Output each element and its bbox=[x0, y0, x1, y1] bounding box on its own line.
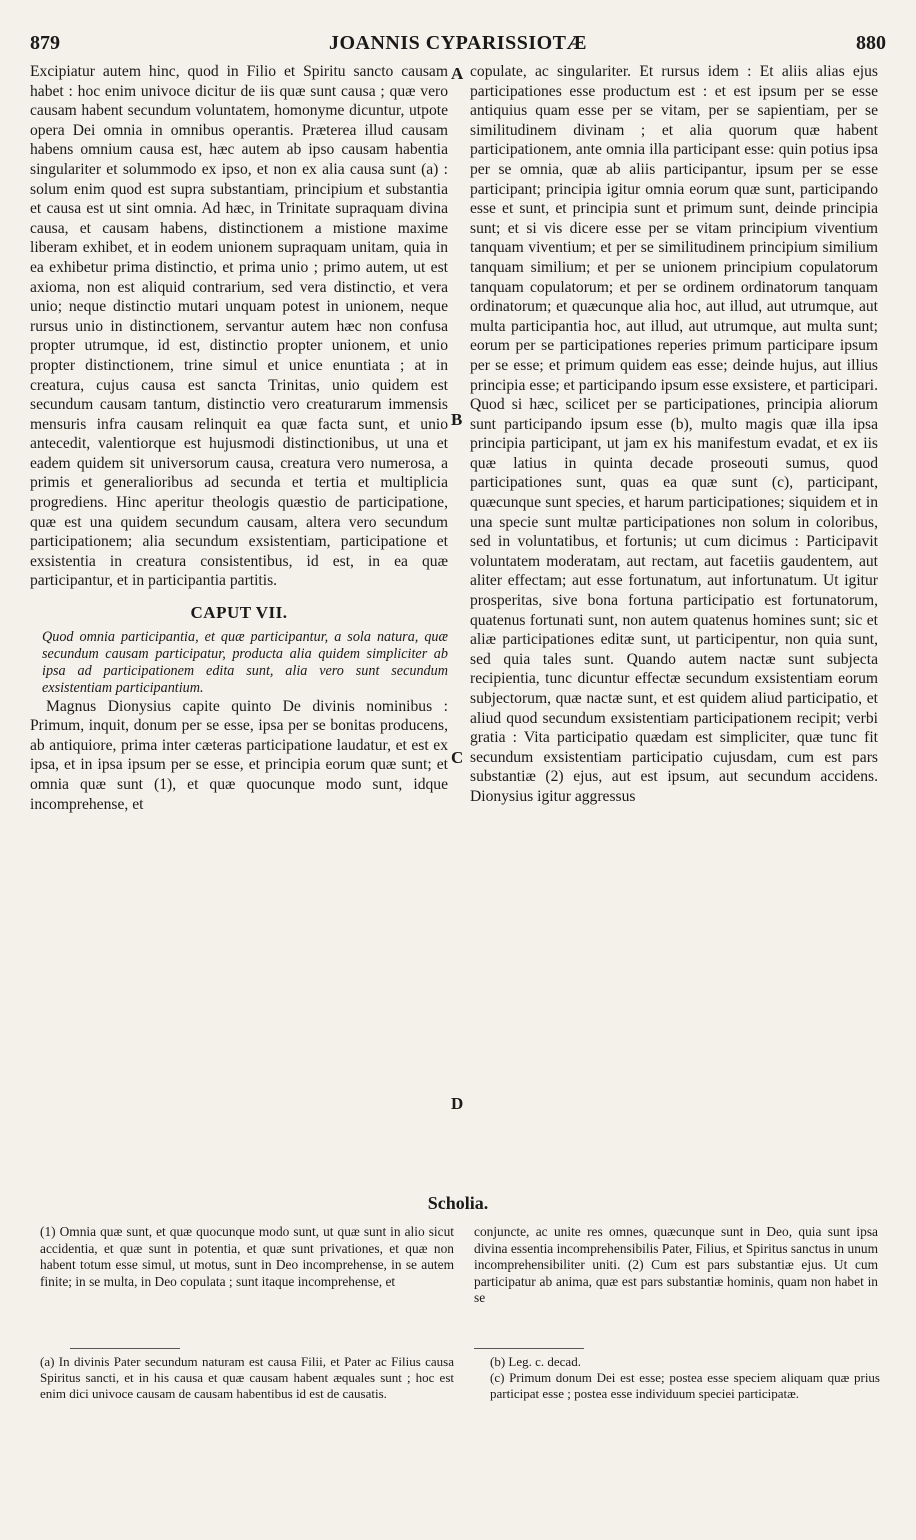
page-number-right: 880 bbox=[856, 32, 886, 54]
body-paragraph: Excipiatur autem hinc, quod in Filio et Spiritu sancto causam habet : hoc enim univoce dicitur de iis quæ sunt causa ; quæ vero causam habent secundum voluntatem, homonyme dicuntur, utpote opera Dei omnia in omnibus operantis. Præterea illud causam habens omnium causa est, hæc autem ab ipso causam habentia singulariter et solummodo ex ipso, et non ex alia causa sunt (a) : solum enim quod est supra substantiam, principium et substantia et causa est ut sint omnia. Ad hæc, in Trinitate supraquam divina causa, et causam habens, distinctionem a mistione maxime liberam exhibet, et in eodem unionem supraquam unitam, quia in ea exhibetur prima distinctio, et prima unio ; primo autem, ut est axioma, non est aliquid contrarium, sed vera distinctio, et vera unio; neque distinctio mutari unquam potest in unionem, neque rursus unio in distinctionem, servantur autem hæc non confusa propter utrumque, id est, distinctio propter unionem, et unio propter distinctionem, trine simul et unice enuntiata ; at in creatura, cujus causa est sancta Trinitas, unio quidem est secundum causam tantum, distinctio vero creaturarum immensis mensuris infra causam relinquit ea quæ facta sunt, et unio antecedit, valentiorque est hujusmodi distinctionibus, ut una et eadem quidem sit universorum causa, creatura vero numerosa, a primis et generalioribus ad secunda et tertia et multiplicia progrediens. Hinc aperitur theologis quæstio de participatione, quæ est una quidem secundum causam, altera vero secundum participationem; alia secundum exsistentiam, participatione et exsistentia in creatura consistentibus, id est, in ea quæ participantur, et in participantia partitis. bbox=[30, 63, 448, 590]
page-number-left: 879 bbox=[30, 32, 60, 54]
margin-letter-c: C bbox=[451, 748, 464, 767]
scholia-left bbox=[40, 1224, 454, 1290]
margin-letter-d: D bbox=[451, 1094, 464, 1113]
footnotes-right bbox=[490, 1354, 880, 1402]
left-column bbox=[30, 62, 448, 814]
body-paragraph: copulate, ac singulariter. Et rursus idem : Et aliis alias ejus participationes esse productum est : et est ipsum per se esse antiquius quam esse per se vitam, per se sapientiam, per se similitudinem divinam ; et alia quorum quæ habent participationem, ante omnia illa participant esse: quin potius ipsa per se omnia, quæ ab aliis participantur, ipsum per se esse participant; principia igitur omnia eorum quæ sunt, participando esse et sunt, et principia sunt et primum sunt, deinde principia sunt; et si vis dicere esse per se vitam principium viventium tanquam viventium; et per se similitudinem principium similium tanquam similium; et per se unionem principium copulatorum tanquam copulatorum; et per se ordinem ordinatorum tanquam ordinatorum; et quæcunque alia hoc, aut illud, aut utrumque, aut multa participantia hoc, aut illud, aut utrumque, aut multa sunt; eorum per se participationes reperies primum participare ipsum per se esse; et primum quidem eas esse; deinde hujus, aut illius principia esse; et participando ipsum esse exsistere, et participari. Quod si hæc, scilicet per se participationes, principia aliorum sunt participando ipsum esse (b), multo magis quæ illa ipsa principia participant, ut jam ex his manifestum evadat, et ex iis quæ latius in quinta decade proseouti sumus, quod participationes sunt, quas ea quæ sunt (c), participant, quæcunque sunt species, et harum participationes; siquidem et in una specie sunt multæ participationes non solum in coloribus, sed in voluntatibus, et fortunis; ut cum dicimus : Participavit voluntatem moderatam, aut rectam, aut facetiis gaudentem, aut aliter effectam; aut esse fortunatum, aut infortunatum. Ut igitur prosperitas, sive bona fortuna participatio est fortunatorum, quatenus fortunati sunt, non autem quatenus homines sunt; sic et aliæ participationes editæ sunt, ut participentur, non quia sunt, sed quia tales sunt. Quando autem nactæ sunt subjecta recipientia, tunc dicuntur effectæ secundum exsistentiam eorum subjectorum, quæ nactæ sunt, et est quidem aliud participatio, et aliud quod secundum exsistentiam participationem recipit; verbi gratia : Vita participatio quædam est simpliciter, quæ tunc fit secundum exsistentiam participatio cujusdam, cum est pars substantiæ (2) ejus, aut est ipsum, aut secundum accidens. Dionysius igitur aggressus bbox=[470, 63, 878, 805]
body-paragraph: Magnus Dionysius capite quinto De divinis nominibus : Primum, inquit, donum per se esse, ipsa per se bonitas producens, ab antiquiore, prima inter cæteras participatione laudatur, et est ex ipsa, et in ipsa ipsum per se esse, et principia eorum quæ sunt; et omnia quæ sunt (1), et quæ quocunque modo sunt, idque incomprehense, et bbox=[30, 697, 448, 813]
scholia-heading: Scholia. bbox=[427, 1193, 489, 1213]
scholia-right bbox=[474, 1224, 878, 1307]
margin-letter-a: A bbox=[451, 64, 464, 83]
chapter-heading: CAPUT VII. bbox=[190, 603, 288, 623]
footnote: (a) In divinis Pater secundum naturam est causa Filii, et Pater ac Filius causa Spiritus sancti, et in his causa et quæ causam habent æquales sunt ; hoc est enim dici univoce causam de causam habentibus id est de causatis. bbox=[40, 1354, 454, 1401]
footnotes-left bbox=[40, 1354, 454, 1402]
scholion-text: conjuncte, ac unite res omnes, quæcunque sunt in Deo, quia sunt ipsa divina essentia incomprehensibilis Pater, Filius, et Spiritus sanctus in unum incomprehensibiliter uniti. (2) Cum est pars substantiæ ejus. Ut cum participatur ab anima, quæ est pars substantiæ hominis, quam non habet in se bbox=[474, 1224, 878, 1306]
footnote: (c) Primum donum Dei est esse; postea esse speciem aliquam quæ prius participat esse ; postea esse individuum speciei participatæ. bbox=[490, 1370, 880, 1401]
right-column bbox=[470, 62, 878, 807]
footnote-divider bbox=[474, 1348, 584, 1349]
running-header bbox=[30, 32, 886, 60]
running-title: JOANNIS CYPARISSIOTÆ bbox=[328, 32, 587, 54]
footnote-divider bbox=[70, 1348, 180, 1349]
chapter-summary: Quod omnia participantia, et quæ participantur, a sola natura, quæ secundum causam participatur, producta alia quidem simpliciter ab ipsa ad participationem edita sunt, alia vero sunt secundum exsistentiam participantium. bbox=[42, 628, 448, 696]
scholion-text: (1) Omnia quæ sunt, et quæ quocunque modo sunt, ut quæ sunt in alio sicut accidentia, et quæ sunt in potentia, et quæ sunt privationes, et quæ non habent totum esse simul, ut motus, sunt in Deo incomprehense, in se autem finite; in se multa, in Deo copulata ; sunt itaque incomprehense, et bbox=[40, 1224, 454, 1289]
margin-letter-b: B bbox=[451, 410, 463, 429]
footnote: (b) Leg. c. decad. bbox=[490, 1354, 581, 1369]
